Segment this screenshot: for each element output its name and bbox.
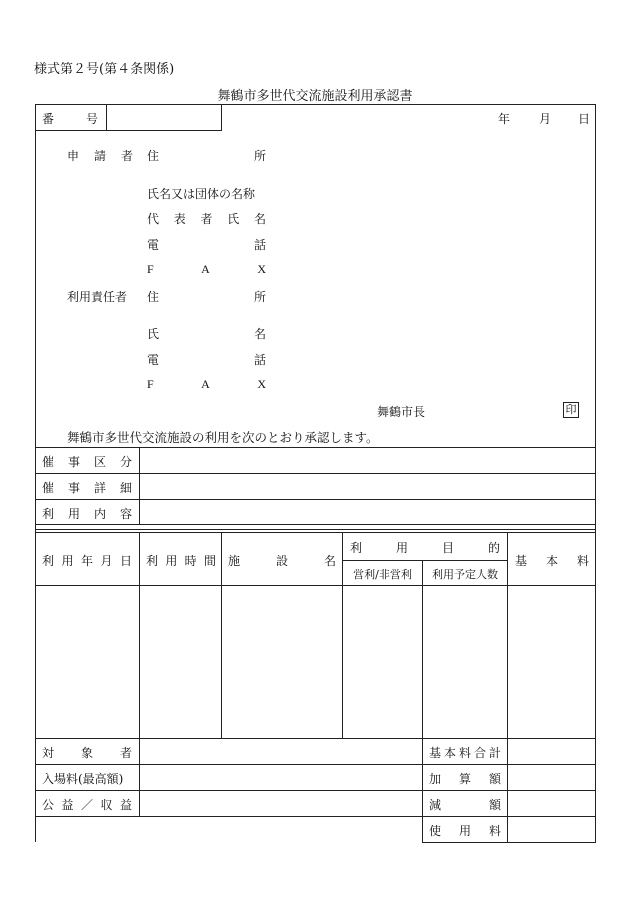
usage-content-field[interactable] [146, 505, 586, 521]
usage-content-label: 利 用 内 容 [42, 507, 132, 521]
base-fee-total-label: 基 本 料 合 計 [429, 746, 501, 760]
event-category-field[interactable] [146, 453, 586, 469]
event-detail-field[interactable] [146, 479, 586, 495]
number-field[interactable] [112, 110, 216, 126]
expected-people-cell[interactable] [423, 586, 507, 737]
target-audience-label: 対 象 者 [42, 746, 132, 760]
public-profit-label: 公 益 ／ 収 益 [42, 798, 132, 812]
responsible-address-label: 住 所 [147, 290, 266, 304]
public-profit-field[interactable] [146, 796, 416, 812]
applicant-label: 申 請 者 [67, 149, 133, 163]
profit-type-cell[interactable] [343, 586, 422, 737]
header-usage-date: 利 用 年 月 日 [42, 554, 132, 568]
admission-fee-label: 入場料(最高額) [42, 772, 124, 786]
applicant-representative-label: 代 表 者 氏 名 [147, 212, 266, 226]
applicant-fax-label: F A X [147, 262, 266, 276]
seal-mark: 印 [563, 402, 579, 418]
usage-fee-label: 使 用 料 [429, 824, 501, 838]
date-month-label: 月 [539, 112, 552, 126]
date-year-label: 年 [498, 112, 511, 126]
responsible-phone-label: 電 話 [147, 353, 266, 367]
discount-label: 減 額 [429, 798, 501, 812]
issuer-title: 舞鶴市長 [377, 405, 426, 419]
header-usage-purpose: 利 用 目 的 [350, 541, 500, 555]
base-fee-cell[interactable] [508, 586, 595, 737]
applicant-address-label: 住 所 [147, 149, 266, 163]
date-day-label: 日 [578, 112, 591, 126]
header-profit-type: 営利/非営利 [353, 568, 412, 581]
responsible-fax-label: F A X [147, 377, 266, 391]
approval-statement: 舞鶴市多世代交流施設の利用を次のとおり承認します。 [67, 430, 379, 445]
form-number: 様式第２号(第４条関係) [34, 62, 175, 77]
responsible-name-label: 氏 名 [147, 327, 266, 341]
number-label: 番 号 [42, 112, 98, 126]
admission-fee-field[interactable] [146, 770, 416, 786]
facility-name-cell[interactable] [222, 586, 342, 737]
responsible-label: 利用責任者 [67, 290, 128, 304]
event-category-label: 催 事 区 分 [42, 455, 132, 469]
surcharge-field[interactable] [514, 770, 590, 786]
target-audience-field[interactable] [146, 744, 416, 760]
base-fee-total-field[interactable] [514, 744, 590, 760]
usage-date-cell[interactable] [36, 586, 139, 737]
header-facility-name: 施 設 名 [228, 554, 336, 568]
page-title: 舞鶴市多世代交流施設利用承認書 [217, 89, 413, 104]
header-expected-people: 利用予定人数 [432, 568, 498, 581]
header-usage-time: 利 用 時 間 [146, 554, 216, 568]
surcharge-label: 加 算 額 [429, 772, 501, 786]
header-base-fee: 基 本 料 [515, 554, 589, 568]
event-detail-label: 催 事 詳 細 [42, 481, 132, 495]
discount-field[interactable] [514, 796, 590, 812]
applicant-name-label: 氏名又は団体の名称 [147, 187, 256, 201]
applicant-phone-label: 電 話 [147, 238, 266, 252]
usage-time-cell[interactable] [140, 586, 221, 737]
usage-fee-field[interactable] [514, 822, 590, 838]
